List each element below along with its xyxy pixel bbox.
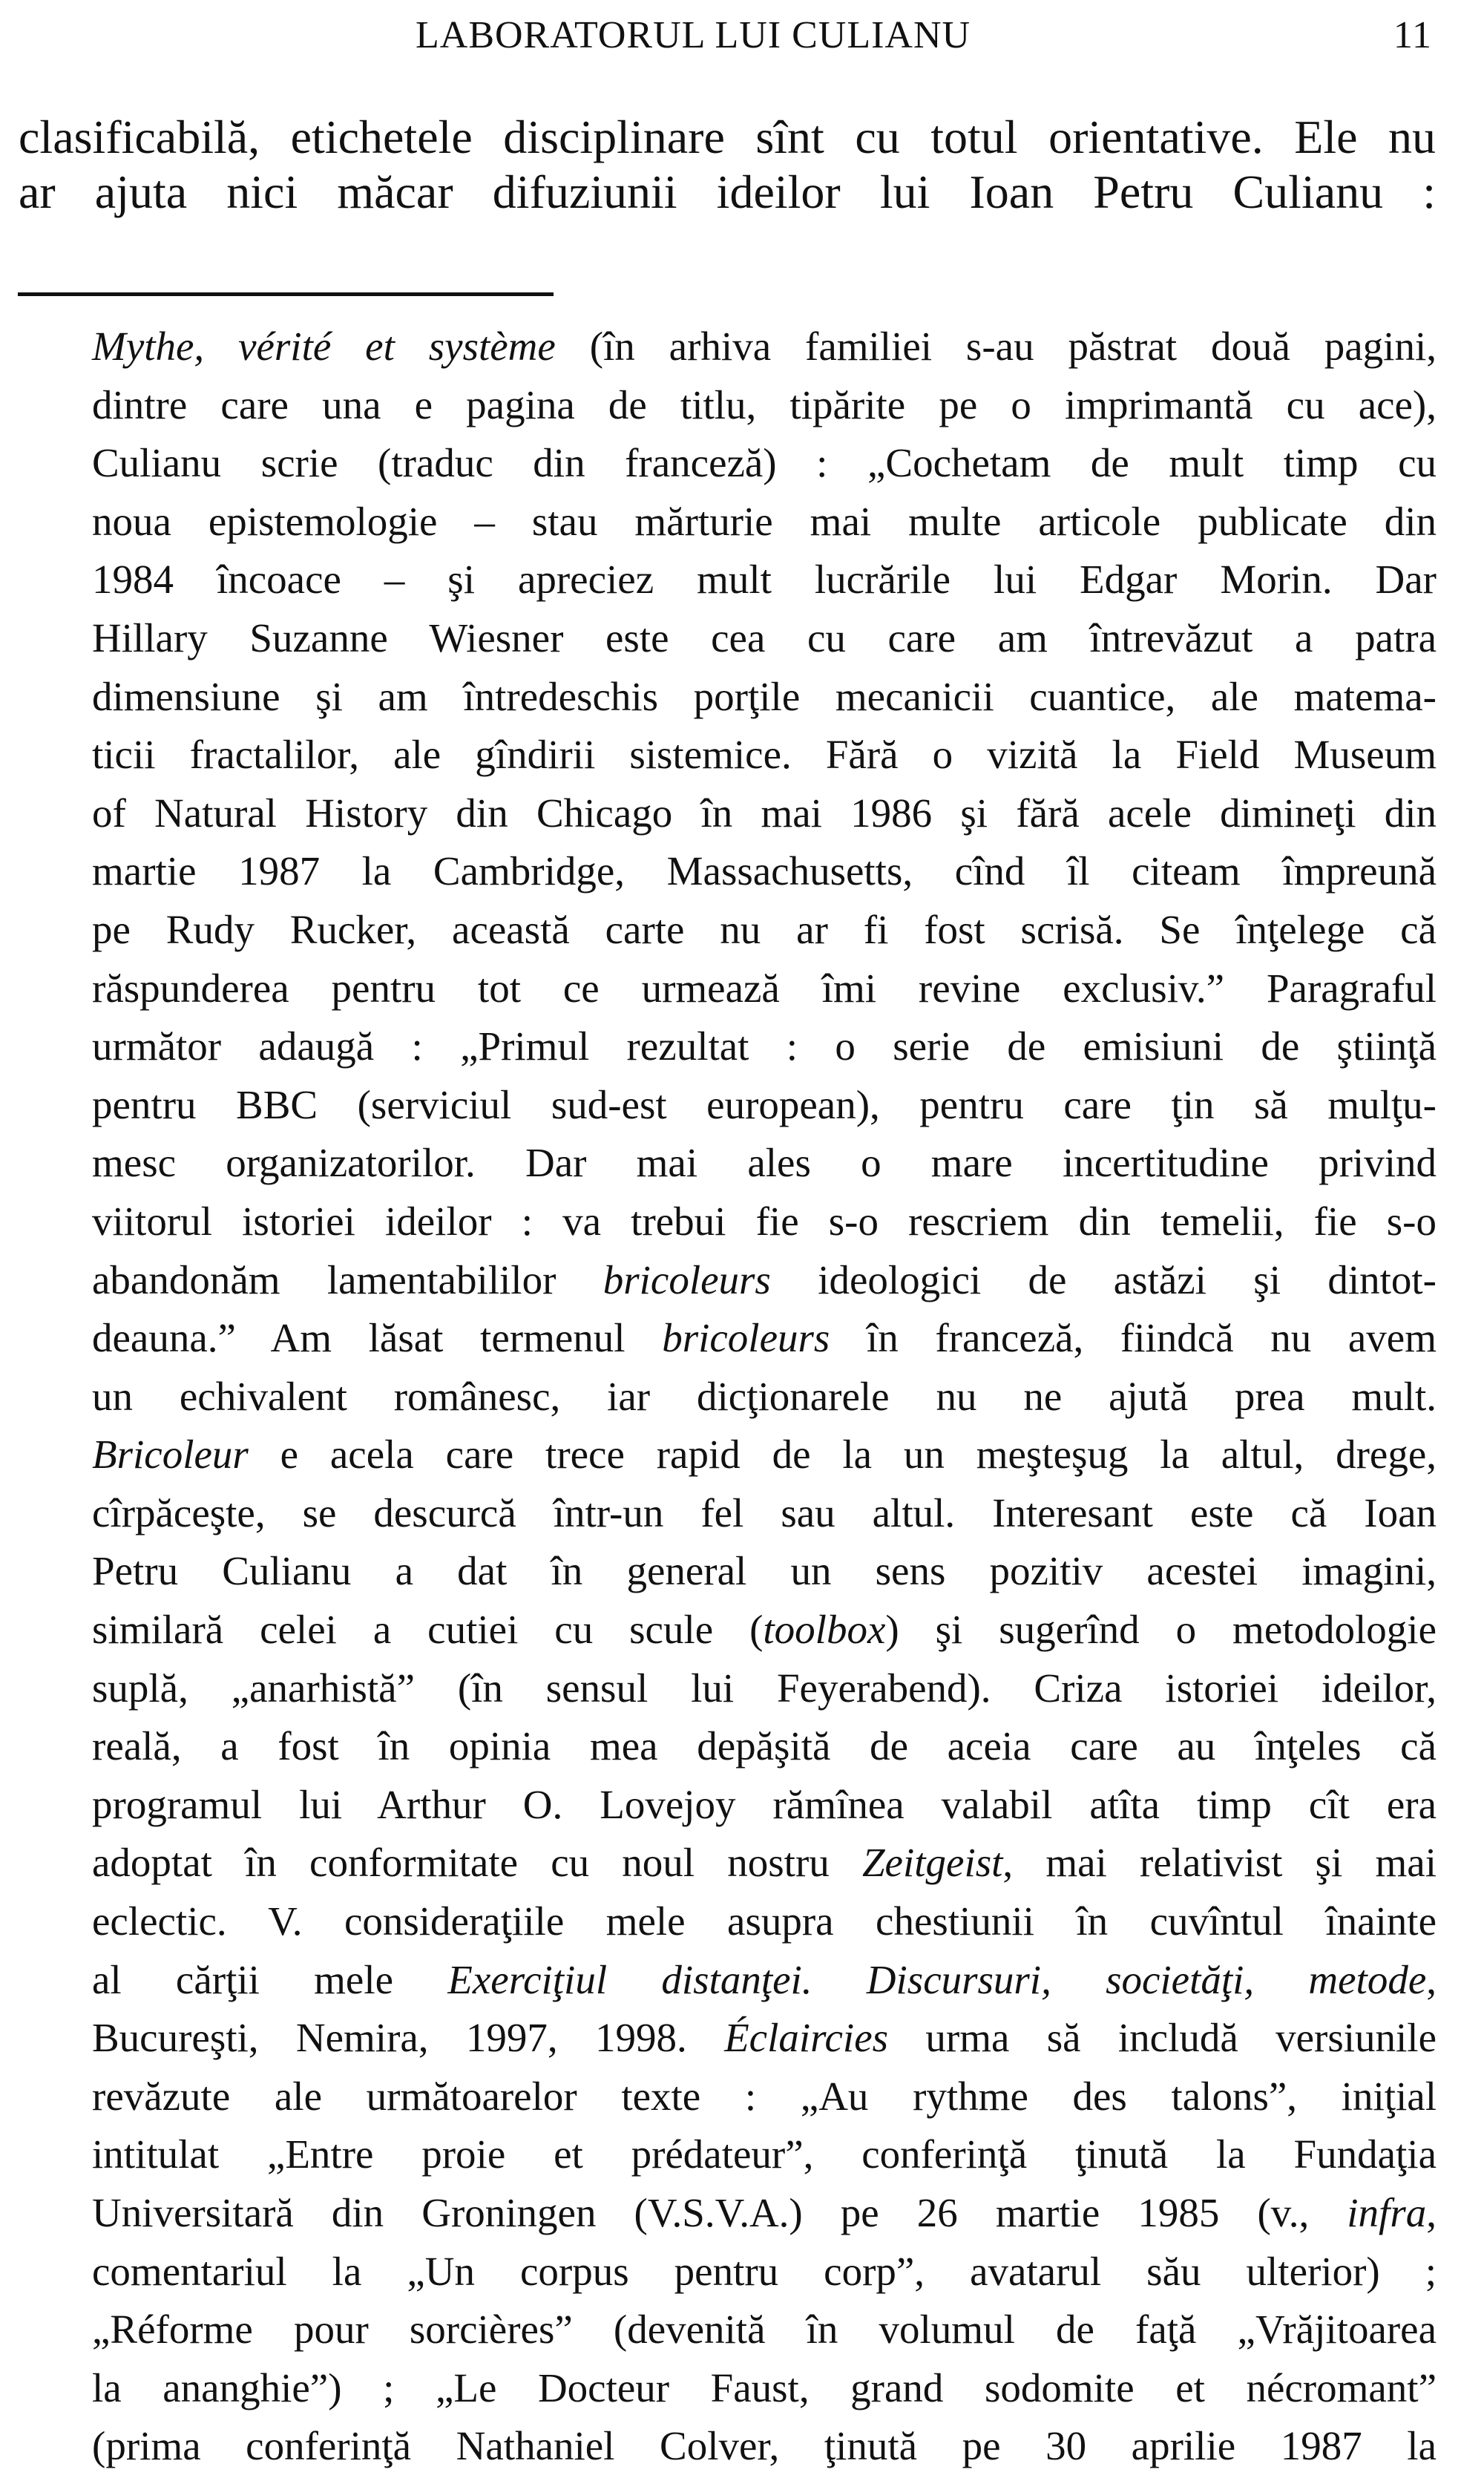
body-text [19,110,1436,220]
footnote-line [92,1951,1437,2010]
footnote-line [92,2009,1437,2068]
footnote-line [92,726,1437,784]
footnote-line [92,1892,1437,1951]
footnote-line [92,1776,1437,1835]
text-run: , [1426,1956,1437,2002]
italic-text: infra [1347,2190,1427,2235]
italic-text: Zeitgeist [861,1840,1003,1886]
footnote-line [92,1134,1437,1193]
text-run: noua epistemologie – stau mărturie mai multe articole publicate din [92,498,1437,544]
running-head [0,13,1484,58]
footnote [92,318,1437,2476]
footnote-line [92,2125,1437,2184]
italic-text: bricoleurs [662,1315,830,1361]
footnote-line [92,376,1437,435]
text-run: Bucureşti, Nemira, 1997, 1998. [92,2015,725,2061]
text-run: pe Rudy Rucker, această carte nu ar fi fost scrisă. Se înţelege că [92,906,1437,952]
text-run: un echivalent românesc, iar dicţionarele nu ne ajută prea mult. [92,1373,1437,1419]
body-line: ar ajuta nici măcar difuziunii ideilor lui Ioan Petru Culianu : [19,165,1436,218]
italic-text: Exerciţiul distanţei. Discursuri, societăţi, metode [447,1956,1427,2002]
page-number: 11 [1393,14,1432,56]
footnote-line [92,318,1437,376]
text-run: „Réforme pour sorcières” (devenită în volumul de faţă „Vrăjitoarea [92,2307,1437,2353]
italic-text: toolbox [763,1607,886,1653]
text-run: dimensiune şi am întredeschis porţile mecanicii cuantice, ale matema- [92,673,1437,719]
text-run: eclectic. V. consideraţiile mele asupra chestiunii în cuvîntul înainte [92,1898,1437,1944]
footnote-line [92,2417,1437,2476]
text-run: următor adaugă : „Primul rezultat : o serie de emisiuni de ştiinţă [92,1023,1437,1069]
text-run: ticii fractalilor, ale gîndirii sistemice. Fără o vizită la Field Museum [92,732,1437,778]
running-head-title: LABORATORUL LUI CULIANU [416,14,971,56]
footnote-line [92,2359,1437,2418]
footnote-line [92,1309,1437,1368]
text-run: revăzute ale următoarelor texte : „Au rythme des talons”, iniţial [92,2073,1437,2119]
text-run: abandonăm lamentabililor [92,1256,603,1302]
footnote-line [92,1484,1437,1543]
text-run: comentariul la „Un corpus pentru corp”, avatarul său ulterior) ; [92,2248,1437,2294]
footnote-line [92,1601,1437,1659]
text-run: Hillary Suzanne Wiesner este cea cu care am întrevăzut a patra [92,614,1437,661]
text-run: mesc organizatorilor. Dar mai ales o mare incertitudine privind [92,1140,1437,1186]
footnote-line [92,609,1437,668]
text-run: cîrpăceşte, se descurcă într-un fel sau altul. Interesant este că Ioan [92,1489,1437,1535]
footnote-line [92,1193,1437,1251]
text-run: ideologici de astăzi şi dintot- [770,1256,1437,1302]
text-run: reală, a fost în opinia mea depăşită de aceia care au înţeles că [92,1723,1437,1769]
footnote-line [92,2068,1437,2126]
footnote-line [92,1251,1437,1310]
text-run: al cărţii mele [92,1956,448,2002]
text-run: la ananghie”) ; „Le Docteur Faust, grand sodomite et nécromant” [92,2364,1437,2410]
footnote-line [92,960,1437,1018]
text-run: pentru BBC (serviciul sud-est european), pentru care ţin să mulţu- [92,1081,1437,1127]
text-run: ) şi sugerînd o metodologie [885,1607,1437,1653]
footnote-line [92,2184,1437,2243]
footnote-line [92,901,1437,960]
footnote-line [92,1076,1437,1135]
footnote-line [92,2301,1437,2359]
footnote-line [92,784,1437,843]
footnote-line [92,1017,1437,1076]
text-run: deauna.” Am lăsat termenul [92,1315,663,1361]
text-run: e acela care trece rapid de la un meşteşug la altul, drege, [248,1432,1437,1478]
footnote-line [92,842,1437,901]
footnote-line [92,434,1437,493]
text-run: în franceză, fiindcă nu avem [830,1315,1437,1361]
footnote-line [92,1717,1437,1776]
text-run: Petru Culianu a dat în general un sens pozitiv acestei imagini, [92,1548,1437,1594]
text-run: adoptat în conformitate cu noul nostru [92,1840,862,1886]
text-run: (în arhiva familiei s-au păstrat două pagini, [555,324,1437,369]
text-run: (prima conferinţă Nathaniel Colver, ţinută pe 30 aprilie 1987 la [92,2423,1437,2469]
text-run: , mai relativist şi mai [1002,1840,1437,1886]
text-run: viitorul istoriei ideilor : va trebui fie s-o rescriem din temelii, fie s-o [92,1198,1437,1244]
italic-text: bricoleurs [603,1256,771,1302]
text-run: programul lui Arthur O. Lovejoy rămînea valabil atîta timp cît era [92,1781,1437,1827]
text-run: martie 1987 la Cambridge, Massachusetts, cînd îl citeam împreună [92,848,1437,894]
footnote-line [92,2243,1437,2301]
footnote-line [92,1659,1437,1718]
italic-text: Mythe, vérité et système [92,324,556,369]
footnote-line [92,1426,1437,1484]
text-run: of Natural History din Chicago în mai 1986 şi fără acele dimineţi din [92,790,1437,836]
italic-text: Bricoleur [92,1432,249,1478]
text-run: similară celei a cutiei cu scule ( [92,1607,764,1653]
text-run: urma să includă versiunile [888,2015,1437,2061]
text-run: 1984 încoace – şi apreciez mult lucrările lui Edgar Morin. Dar [92,557,1437,603]
footnote-line [92,551,1437,609]
footnote-line [92,1834,1437,1892]
footnote-line [92,1542,1437,1601]
body-line: clasificabilă, etichetele disciplinare sînt cu totul orientative. Ele nu [19,111,1436,163]
text-run: intitulat „Entre proie et prédateur”, conferinţă ţinută la Fundaţia [92,2131,1437,2177]
text-run: răspunderea pentru tot ce urmează îmi revine exclusiv.” Paragraful [92,965,1437,1011]
text-run: dintre care una e pagina de titlu, tipărite pe o imprimantă cu ace), [92,381,1437,427]
text-run: Universitară din Groningen (V.S.V.A.) pe 26 martie 1985 (v., [92,2190,1347,2235]
footnote-line [92,493,1437,551]
footnote-separator [18,292,554,296]
italic-text: Éclaircies [724,2015,889,2061]
footnote-line [92,668,1437,727]
text-run: , [1426,2190,1437,2235]
text-run: Culianu scrie (traduc din franceză) : „Cochetam de mult timp cu [92,440,1437,486]
text-run: suplă, „anarhistă” (în sensul lui Feyerabend). Criza istoriei ideilor, [92,1665,1437,1711]
footnote-line [92,1368,1437,1426]
